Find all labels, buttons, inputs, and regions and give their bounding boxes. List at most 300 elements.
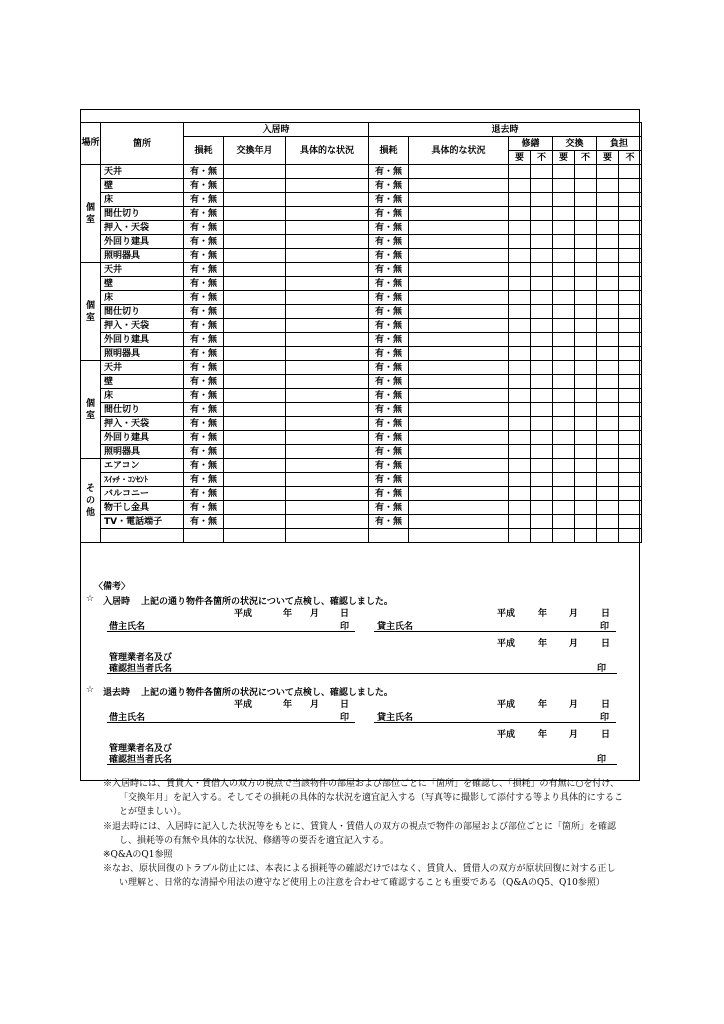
move-out-wear-cell[interactable]: 有・無 (369, 375, 409, 389)
move-in-status-cell[interactable] (286, 291, 369, 305)
exchange-need-cell[interactable] (553, 249, 575, 263)
exchange-not-need-cell[interactable] (575, 249, 597, 263)
repair-not-need-cell[interactable] (531, 249, 553, 263)
move-in-status-cell[interactable] (286, 431, 369, 445)
exchange-need-cell[interactable] (553, 263, 575, 277)
repair-need-cell[interactable] (509, 529, 531, 543)
move-in-wear-cell[interactable]: 有・無 (184, 305, 224, 319)
move-out-wear-cell[interactable]: 有・無 (369, 249, 409, 263)
move-out-wear-cell[interactable]: 有・無 (369, 305, 409, 319)
move-in-wear-cell[interactable]: 有・無 (184, 165, 224, 179)
burden-not-need-cell[interactable] (619, 207, 642, 221)
exchange-date-cell[interactable] (224, 515, 286, 529)
move-out-wear-cell[interactable]: 有・無 (369, 515, 409, 529)
repair-need-cell[interactable] (509, 515, 531, 529)
exchange-not-need-cell[interactable] (575, 375, 597, 389)
move-out-wear-cell[interactable]: 有・無 (369, 487, 409, 501)
move-in-wear-cell[interactable]: 有・無 (184, 319, 224, 333)
burden-need-cell[interactable] (597, 445, 619, 459)
repair-not-need-cell[interactable] (531, 291, 553, 305)
exchange-date-cell[interactable] (224, 473, 286, 487)
burden-not-need-cell[interactable] (619, 305, 642, 319)
move-out-status-cell[interactable] (409, 487, 509, 501)
exchange-date-cell[interactable] (224, 221, 286, 235)
exchange-date-cell[interactable] (224, 459, 286, 473)
repair-need-cell[interactable] (509, 403, 531, 417)
burden-need-cell[interactable] (597, 263, 619, 277)
burden-need-cell[interactable] (597, 305, 619, 319)
burden-need-cell[interactable] (597, 473, 619, 487)
exchange-need-cell[interactable] (553, 515, 575, 529)
move-out-status-cell[interactable] (409, 501, 509, 515)
exchange-not-need-cell[interactable] (575, 529, 597, 543)
move-out-status-cell[interactable] (409, 403, 509, 417)
move-in-wear-cell[interactable]: 有・無 (184, 501, 224, 515)
burden-not-need-cell[interactable] (619, 221, 642, 235)
burden-not-need-cell[interactable] (619, 291, 642, 305)
burden-need-cell[interactable] (597, 529, 619, 543)
move-out-status-cell[interactable] (409, 431, 509, 445)
move-in-status-cell[interactable] (286, 305, 369, 319)
exchange-not-need-cell[interactable] (575, 319, 597, 333)
repair-not-need-cell[interactable] (531, 473, 553, 487)
exchange-not-need-cell[interactable] (575, 417, 597, 431)
move-out-status-cell[interactable] (409, 207, 509, 221)
burden-not-need-cell[interactable] (619, 361, 642, 375)
move-in-status-cell[interactable] (286, 165, 369, 179)
repair-need-cell[interactable] (509, 305, 531, 319)
exchange-need-cell[interactable] (553, 501, 575, 515)
repair-not-need-cell[interactable] (531, 361, 553, 375)
move-out-wear-cell[interactable]: 有・無 (369, 473, 409, 487)
exchange-not-need-cell[interactable] (575, 207, 597, 221)
exchange-not-need-cell[interactable] (575, 277, 597, 291)
exchange-not-need-cell[interactable] (575, 515, 597, 529)
exchange-need-cell[interactable] (553, 473, 575, 487)
burden-need-cell[interactable] (597, 375, 619, 389)
repair-not-need-cell[interactable] (531, 305, 553, 319)
move-out-status-cell[interactable] (409, 515, 509, 529)
exchange-not-need-cell[interactable] (575, 235, 597, 249)
move-in-status-cell[interactable] (286, 179, 369, 193)
burden-need-cell[interactable] (597, 221, 619, 235)
burden-not-need-cell[interactable] (619, 375, 642, 389)
repair-need-cell[interactable] (509, 347, 531, 361)
move-out-wear-cell[interactable]: 有・無 (369, 165, 409, 179)
repair-not-need-cell[interactable] (531, 529, 553, 543)
move-in-wear-cell[interactable]: 有・無 (184, 207, 224, 221)
burden-not-need-cell[interactable] (619, 529, 642, 543)
exchange-need-cell[interactable] (553, 291, 575, 305)
move-in-wear-cell[interactable]: 有・無 (184, 431, 224, 445)
burden-need-cell[interactable] (597, 361, 619, 375)
repair-not-need-cell[interactable] (531, 263, 553, 277)
move-out-status-cell[interactable] (409, 529, 509, 543)
move-in-status-cell[interactable] (286, 529, 369, 543)
repair-not-need-cell[interactable] (531, 347, 553, 361)
move-out-status-cell[interactable] (409, 291, 509, 305)
repair-not-need-cell[interactable] (531, 375, 553, 389)
move-out-status-cell[interactable] (409, 277, 509, 291)
move-out-status-cell[interactable] (409, 249, 509, 263)
repair-not-need-cell[interactable] (531, 165, 553, 179)
exchange-need-cell[interactable] (553, 389, 575, 403)
burden-not-need-cell[interactable] (619, 431, 642, 445)
move-in-wear-cell[interactable]: 有・無 (184, 375, 224, 389)
move-out-wear-cell[interactable]: 有・無 (369, 445, 409, 459)
exchange-need-cell[interactable] (553, 277, 575, 291)
exchange-not-need-cell[interactable] (575, 305, 597, 319)
move-in-wear-cell[interactable]: 有・無 (184, 361, 224, 375)
burden-not-need-cell[interactable] (619, 501, 642, 515)
exchange-date-cell[interactable] (224, 291, 286, 305)
move-in-status-cell[interactable] (286, 193, 369, 207)
exchange-need-cell[interactable] (553, 319, 575, 333)
exchange-date-cell[interactable] (224, 347, 286, 361)
exchange-date-cell[interactable] (224, 179, 286, 193)
exchange-not-need-cell[interactable] (575, 347, 597, 361)
move-out-wear-cell[interactable]: 有・無 (369, 417, 409, 431)
burden-not-need-cell[interactable] (619, 235, 642, 249)
repair-need-cell[interactable] (509, 445, 531, 459)
repair-need-cell[interactable] (509, 487, 531, 501)
move-in-wear-cell[interactable] (184, 529, 224, 543)
move-in-wear-cell[interactable]: 有・無 (184, 445, 224, 459)
move-out-status-cell[interactable] (409, 193, 509, 207)
exchange-need-cell[interactable] (553, 375, 575, 389)
exchange-date-cell[interactable] (224, 207, 286, 221)
move-in-status-cell[interactable] (286, 235, 369, 249)
exchange-date-cell[interactable] (224, 529, 286, 543)
move-out-status-cell[interactable] (409, 305, 509, 319)
burden-need-cell[interactable] (597, 417, 619, 431)
repair-need-cell[interactable] (509, 277, 531, 291)
move-out-status-cell[interactable] (409, 319, 509, 333)
move-out-status-cell[interactable] (409, 389, 509, 403)
move-out-status-cell[interactable] (409, 417, 509, 431)
exchange-not-need-cell[interactable] (575, 263, 597, 277)
repair-not-need-cell[interactable] (531, 431, 553, 445)
repair-need-cell[interactable] (509, 361, 531, 375)
move-in-wear-cell[interactable]: 有・無 (184, 347, 224, 361)
burden-not-need-cell[interactable] (619, 277, 642, 291)
burden-not-need-cell[interactable] (619, 249, 642, 263)
move-out-status-cell[interactable] (409, 445, 509, 459)
move-out-status-cell[interactable] (409, 375, 509, 389)
exchange-not-need-cell[interactable] (575, 501, 597, 515)
repair-not-need-cell[interactable] (531, 319, 553, 333)
repair-need-cell[interactable] (509, 375, 531, 389)
exchange-not-need-cell[interactable] (575, 431, 597, 445)
exchange-date-cell[interactable] (224, 235, 286, 249)
exchange-not-need-cell[interactable] (575, 165, 597, 179)
exchange-need-cell[interactable] (553, 403, 575, 417)
burden-not-need-cell[interactable] (619, 347, 642, 361)
exchange-not-need-cell[interactable] (575, 403, 597, 417)
repair-header: 修繕 (509, 137, 553, 151)
exchange-need-cell[interactable] (553, 221, 575, 235)
exchange-not-need-cell[interactable] (575, 389, 597, 403)
exchange-need-cell[interactable] (553, 459, 575, 473)
burden-not-need-cell[interactable] (619, 193, 642, 207)
exchange-date-cell[interactable] (224, 445, 286, 459)
move-in-status-cell[interactable] (286, 445, 369, 459)
move-out-status-cell[interactable] (409, 235, 509, 249)
exchange-date-cell[interactable] (224, 305, 286, 319)
burden-not-need-cell[interactable] (619, 263, 642, 277)
burden-need-cell[interactable] (597, 403, 619, 417)
move-in-status-cell[interactable] (286, 473, 369, 487)
exchange-not-need-cell[interactable] (575, 361, 597, 375)
exchange-need-cell[interactable] (553, 207, 575, 221)
exchange-need-cell[interactable] (553, 193, 575, 207)
burden-not-need-cell[interactable] (619, 459, 642, 473)
burden-not-need-cell[interactable] (619, 319, 642, 333)
exchange-date-cell[interactable] (224, 249, 286, 263)
exchange-need-cell[interactable] (553, 333, 575, 347)
move-out-wear-cell[interactable]: 有・無 (369, 277, 409, 291)
burden-not-need-cell[interactable] (619, 417, 642, 431)
burden-not-need-cell[interactable] (619, 179, 642, 193)
burden-not-need-cell[interactable] (619, 473, 642, 487)
exchange-not-need-cell[interactable] (575, 445, 597, 459)
move-out-wear-cell[interactable]: 有・無 (369, 361, 409, 375)
exchange-not-need-cell[interactable] (575, 179, 597, 193)
burden-not-need-cell[interactable] (619, 403, 642, 417)
move-out-status-cell[interactable] (409, 473, 509, 487)
burden-need-cell[interactable] (597, 207, 619, 221)
burden-need-cell[interactable] (597, 515, 619, 529)
move-in-status-cell[interactable] (286, 403, 369, 417)
move-in-wear-cell[interactable]: 有・無 (184, 333, 224, 347)
move-in-status-cell[interactable] (286, 417, 369, 431)
burden-need-cell[interactable] (597, 193, 619, 207)
exchange-not-need-cell[interactable] (575, 291, 597, 305)
move-in-wear-cell[interactable]: 有・無 (184, 515, 224, 529)
repair-need-cell[interactable] (509, 459, 531, 473)
exchange-date-cell[interactable] (224, 333, 286, 347)
move-out-wear-cell[interactable]: 有・無 (369, 333, 409, 347)
exchange-need-cell[interactable] (553, 347, 575, 361)
repair-need-cell[interactable] (509, 473, 531, 487)
repair-not-need-cell[interactable] (531, 403, 553, 417)
repair-not-need-cell[interactable] (531, 193, 553, 207)
burden-need-cell[interactable] (597, 277, 619, 291)
repair-not-need-cell[interactable] (531, 515, 553, 529)
exchange-need-cell[interactable] (553, 487, 575, 501)
exchange-need-cell[interactable] (553, 529, 575, 543)
repair-not-need-cell[interactable] (531, 221, 553, 235)
exchange-need-cell[interactable] (553, 431, 575, 445)
burden-need-cell[interactable] (597, 235, 619, 249)
move-out-wear-cell[interactable]: 有・無 (369, 403, 409, 417)
move-in-status-cell[interactable] (286, 277, 369, 291)
move-in-wear-cell[interactable]: 有・無 (184, 459, 224, 473)
repair-not-need-cell[interactable] (531, 207, 553, 221)
repair-not-need-cell[interactable] (531, 235, 553, 249)
repair-need-cell[interactable] (509, 389, 531, 403)
burden-need-cell[interactable] (597, 319, 619, 333)
exchange-date-cell[interactable] (224, 319, 286, 333)
repair-not-need-cell[interactable] (531, 179, 553, 193)
repair-not-need-cell[interactable] (531, 333, 553, 347)
burden-not-need-cell[interactable] (619, 333, 642, 347)
repair-need-cell[interactable] (509, 165, 531, 179)
move-in-status-cell[interactable] (286, 249, 369, 263)
repair-not-need-cell[interactable] (531, 459, 553, 473)
move-out-status-cell[interactable] (409, 263, 509, 277)
exchange-date-cell[interactable] (224, 487, 286, 501)
move-in-status-cell[interactable] (286, 487, 369, 501)
move-out-wear-cell[interactable]: 有・無 (369, 221, 409, 235)
exchange-need-cell[interactable] (553, 305, 575, 319)
repair-need-cell[interactable] (509, 221, 531, 235)
move-in-wear-cell[interactable]: 有・無 (184, 221, 224, 235)
burden-need-cell[interactable] (597, 165, 619, 179)
move-out-status-cell[interactable] (409, 459, 509, 473)
burden-need-cell[interactable] (597, 487, 619, 501)
exchange-date-cell[interactable] (224, 263, 286, 277)
exchange-date-cell[interactable] (224, 403, 286, 417)
repair-need-cell[interactable] (509, 235, 531, 249)
repair-not-need-cell[interactable] (531, 501, 553, 515)
move-in-wear-cell[interactable]: 有・無 (184, 473, 224, 487)
move-out-status-cell[interactable] (409, 221, 509, 235)
exchange-not-need-cell[interactable] (575, 487, 597, 501)
repair-need-cell[interactable] (509, 291, 531, 305)
repair-need-cell[interactable] (509, 431, 531, 445)
burden-need-cell[interactable] (597, 347, 619, 361)
exchange-need-cell[interactable] (553, 235, 575, 249)
exchange-date-cell[interactable] (224, 501, 286, 515)
repair-not-need-cell[interactable] (531, 445, 553, 459)
repair-need-cell[interactable] (509, 179, 531, 193)
exchange-not-need-cell[interactable] (575, 473, 597, 487)
exchange-date-cell[interactable] (224, 277, 286, 291)
move-out-wear-cell[interactable]: 有・無 (369, 207, 409, 221)
repair-not-need-cell[interactable] (531, 487, 553, 501)
move-in-status-cell[interactable] (286, 389, 369, 403)
move-in-wear-cell[interactable]: 有・無 (184, 179, 224, 193)
move-in-status-cell[interactable] (286, 375, 369, 389)
move-out-wear-cell[interactable]: 有・無 (369, 179, 409, 193)
burden-not-need-cell[interactable] (619, 515, 642, 529)
repair-not-need-cell[interactable] (531, 417, 553, 431)
exchange-date-cell[interactable] (224, 165, 286, 179)
exchange-date-cell[interactable] (224, 361, 286, 375)
move-in-wear-cell[interactable]: 有・無 (184, 193, 224, 207)
move-in-wear-cell[interactable]: 有・無 (184, 291, 224, 305)
exchange-date-cell[interactable] (224, 193, 286, 207)
move-out-wear-cell[interactable]: 有・無 (369, 291, 409, 305)
burden-need-cell[interactable] (597, 431, 619, 445)
move-out-status-cell[interactable] (409, 347, 509, 361)
move-out-status-cell[interactable] (409, 165, 509, 179)
exchange-not-need-cell[interactable] (575, 459, 597, 473)
move-out-status-cell[interactable] (409, 361, 509, 375)
burden-need-cell[interactable] (597, 459, 619, 473)
move-out-wear-cell[interactable]: 有・無 (369, 431, 409, 445)
move-out-wear-cell[interactable] (369, 529, 409, 543)
move-in-status-cell[interactable] (286, 501, 369, 515)
move-out-wear-cell[interactable]: 有・無 (369, 263, 409, 277)
burden-not-need-cell[interactable] (619, 389, 642, 403)
move-in-status-cell[interactable] (286, 333, 369, 347)
exchange-date-cell[interactable] (224, 417, 286, 431)
move-in-status-cell[interactable] (286, 319, 369, 333)
move-out-wear-cell[interactable]: 有・無 (369, 459, 409, 473)
burden-not-need-cell[interactable] (619, 165, 642, 179)
repair-not-need-cell[interactable] (531, 389, 553, 403)
location-name: 間仕切り (101, 403, 184, 417)
move-out-wear-cell[interactable]: 有・無 (369, 193, 409, 207)
burden-need-cell[interactable] (597, 501, 619, 515)
exchange-date-cell[interactable] (224, 431, 286, 445)
move-out-wear-cell[interactable]: 有・無 (369, 319, 409, 333)
move-in-wear-cell[interactable]: 有・無 (184, 487, 224, 501)
burden-need-cell[interactable] (597, 291, 619, 305)
move-out-wear-cell[interactable]: 有・無 (369, 501, 409, 515)
exchange-need-cell[interactable] (553, 445, 575, 459)
move-out-wear-cell[interactable]: 有・無 (369, 389, 409, 403)
move-out-status-cell[interactable] (409, 333, 509, 347)
repair-need-cell[interactable] (509, 249, 531, 263)
move-out-wear-cell[interactable]: 有・無 (369, 235, 409, 249)
burden-need-cell[interactable] (597, 249, 619, 263)
move-in-wear-cell[interactable]: 有・無 (184, 403, 224, 417)
repair-need-cell[interactable] (509, 501, 531, 515)
burden-need-cell[interactable] (597, 389, 619, 403)
burden-need-cell[interactable] (597, 333, 619, 347)
repair-need-cell[interactable] (509, 333, 531, 347)
repair-need-cell[interactable] (509, 417, 531, 431)
exchange-not-need-cell[interactable] (575, 333, 597, 347)
exchange-date-cell[interactable] (224, 375, 286, 389)
burden-need-cell[interactable] (597, 179, 619, 193)
move-in-wear-cell[interactable]: 有・無 (184, 277, 224, 291)
move-in-status-cell[interactable] (286, 221, 369, 235)
move-in-status-cell[interactable] (286, 347, 369, 361)
move-in-status-cell[interactable] (286, 361, 369, 375)
move-in-wear-cell[interactable]: 有・無 (184, 389, 224, 403)
move-out-status-cell[interactable] (409, 179, 509, 193)
move-in-status-cell[interactable] (286, 459, 369, 473)
move-in-wear-cell[interactable]: 有・無 (184, 417, 224, 431)
exchange-need-cell[interactable] (553, 179, 575, 193)
exchange-need-cell[interactable] (553, 165, 575, 179)
repair-need-cell[interactable] (509, 193, 531, 207)
exchange-need-cell[interactable] (553, 361, 575, 375)
move-out-wear-cell[interactable]: 有・無 (369, 347, 409, 361)
move-in-status-cell[interactable] (286, 207, 369, 221)
burden-not-need-cell[interactable] (619, 487, 642, 501)
repair-need-cell[interactable] (509, 263, 531, 277)
move-in-wear-cell[interactable]: 有・無 (184, 235, 224, 249)
repair-need-cell[interactable] (509, 207, 531, 221)
exchange-date-cell[interactable] (224, 389, 286, 403)
move-in-status-cell[interactable] (286, 263, 369, 277)
move-in-status-cell[interactable] (286, 515, 369, 529)
move-in-wear-cell[interactable]: 有・無 (184, 249, 224, 263)
exchange-need-cell[interactable] (553, 417, 575, 431)
exchange-not-need-cell[interactable] (575, 221, 597, 235)
burden-not-need-cell[interactable] (619, 445, 642, 459)
section-label-char: 室 (85, 214, 95, 225)
move-in-wear-cell[interactable]: 有・無 (184, 263, 224, 277)
repair-need-cell[interactable] (509, 319, 531, 333)
exchange-not-need-cell[interactable] (575, 193, 597, 207)
repair-not-need-cell[interactable] (531, 277, 553, 291)
